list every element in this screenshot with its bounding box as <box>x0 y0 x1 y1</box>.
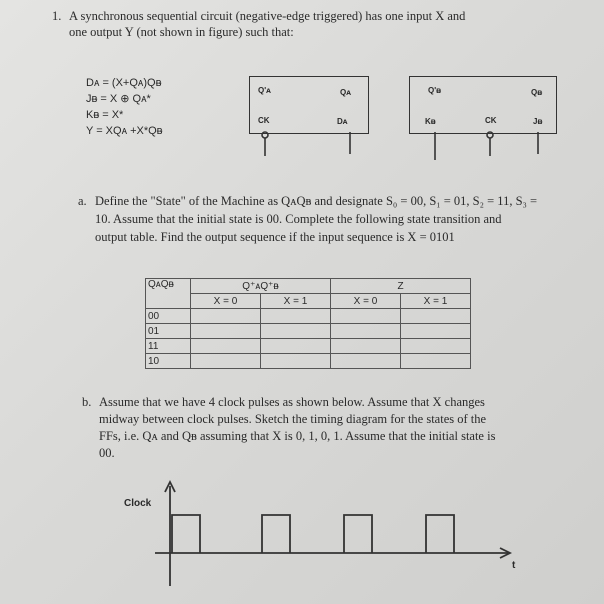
table-subheader-ns-x1: X = 1 <box>261 294 331 309</box>
part-b-line4: 00. <box>99 446 115 460</box>
flipflop-a-ck: CK <box>258 116 270 125</box>
table-cell[interactable] <box>191 354 261 369</box>
clock-pulse <box>344 515 372 553</box>
table-row <box>146 339 471 354</box>
table-row <box>146 309 471 324</box>
timing-diagram <box>150 478 530 598</box>
table-cell[interactable] <box>331 354 401 369</box>
flipflop-b-q: Qᴃ <box>531 88 543 97</box>
time-axis-label: t <box>512 560 516 571</box>
equation-kb: Kᴃ = X* <box>86 109 124 121</box>
state-transition-table <box>145 278 471 369</box>
part-a-line2: 10. Assume that the initial state is 00. Complete the following state transition and <box>95 212 502 226</box>
part-b-label: b. <box>82 395 92 409</box>
table-cell[interactable] <box>261 354 331 369</box>
clock-pulses <box>172 515 454 553</box>
flipflop-b-qprime: Q'ᴃ <box>428 86 442 95</box>
table-cell[interactable] <box>331 309 401 324</box>
clock-pulse <box>426 515 454 553</box>
part-b-line3: FFs, i.e. Qᴀ and Qᴃ assuming that X is 0, 1, 0, 1. Assume that the initial state is <box>99 429 496 443</box>
flipflop-a-box <box>249 76 369 134</box>
table-cell[interactable] <box>261 309 331 324</box>
table-subheader-ns-x0: X = 0 <box>191 294 261 309</box>
equation-jb: Jᴃ = X ⊕ Qᴀ* <box>86 93 151 105</box>
table-cell[interactable] <box>401 324 471 339</box>
equation-y: Y = XQᴀ +X*Qᴃ <box>86 125 163 137</box>
problem-intro-line2: one output Y (not shown in figure) such that: <box>69 25 294 39</box>
table-header-state: QᴀQᴃ <box>146 279 191 309</box>
flipflop-b-j: Jᴃ <box>533 117 543 126</box>
flipflop-a-qprime: Q'ᴀ <box>258 86 271 95</box>
problem-number: 1. <box>52 9 62 23</box>
table-row-state: 01 <box>146 324 191 339</box>
flipflop-pins <box>240 130 570 170</box>
table-row <box>146 354 471 369</box>
table-cell[interactable] <box>191 324 261 339</box>
table-row-state: 00 <box>146 309 191 324</box>
ck-bubble-b-icon <box>487 132 493 138</box>
table-cell[interactable] <box>401 309 471 324</box>
problem-intro-line1: A synchronous sequential circuit (negative-edge triggered) has one input X and <box>69 9 466 23</box>
ck-bubble-a-icon <box>262 132 268 138</box>
part-b-line1: Assume that we have 4 clock pulses as shown below. Assume that X changes <box>99 395 485 409</box>
table-cell[interactable] <box>261 324 331 339</box>
equation-da: Dᴀ = (X+Qᴀ)Qᴃ <box>86 77 162 89</box>
part-b-line2: midway between clock pulses. Sketch the timing diagram for the states of the <box>99 412 487 426</box>
table-cell[interactable] <box>331 324 401 339</box>
part-a-line3: output table. Find the output sequence if the input sequence is X = 0101 <box>95 230 455 244</box>
table-cell[interactable] <box>191 339 261 354</box>
part-a-label: a. <box>78 194 87 208</box>
clock-pulse <box>262 515 290 553</box>
table-cell[interactable] <box>401 354 471 369</box>
clock-pulse <box>172 515 200 553</box>
table-subheader-z-x1: X = 1 <box>401 294 471 309</box>
flipflop-b-k: Kᴃ <box>425 117 436 126</box>
part-a-line1: Define the "State" of the Machine as QᴀQᴃ and designate S₀ = 00, S₁ = 01, S₂ = 11, S₃ = <box>95 194 538 208</box>
table-cell[interactable] <box>191 309 261 324</box>
clock-label: Clock <box>124 498 152 509</box>
table-row <box>146 324 471 339</box>
table-subheader-z-x0: X = 0 <box>331 294 401 309</box>
table-row-state: 11 <box>146 339 191 354</box>
table-header-next-state: Q⁺ᴀQ⁺ᴃ <box>191 279 331 294</box>
table-cell[interactable] <box>331 339 401 354</box>
flipflop-b-ck: CK <box>485 116 497 125</box>
table-header-output: Z <box>331 279 471 294</box>
flipflop-a-q: Qᴀ <box>340 88 351 97</box>
table-cell[interactable] <box>401 339 471 354</box>
flipflop-a-d: Dᴀ <box>337 117 348 126</box>
table-cell[interactable] <box>261 339 331 354</box>
table-row-state: 10 <box>146 354 191 369</box>
